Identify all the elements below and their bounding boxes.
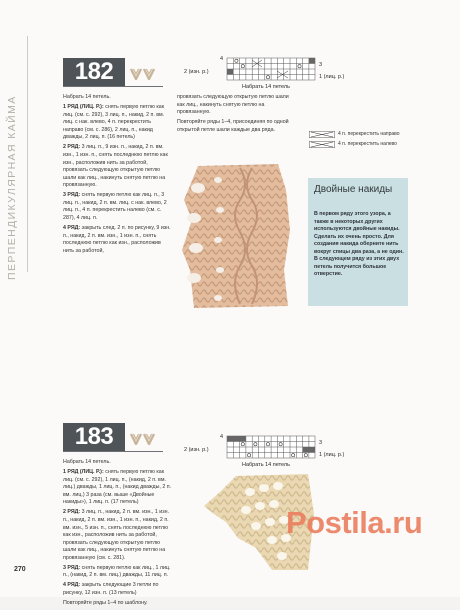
chart-row-label-1: 1 (лиц. р.)	[319, 74, 345, 80]
callout-body: В первом ряду этого узора, а также в некоторых других используются двойные накиды. Сделать их очень просто. Для создания накида оберните нить вокруг спицы два раза, а не один. В следующем ряду из этих двух петель получится большое отверстие.	[314, 211, 404, 277]
row-2-text: 2 РЯД: 3 лиц. п., накид, 2 п. вм. изн., 1 изн. п., накид, 2 п. вм. изн., 1 изн. п., накид, 2 п. вм. изн., 5 изн. п., снять последнюю петлю как изн., расположив нить за работой, провязать следующую открытую петлю шали как лиц., накинуть снятую петлю на провязанную (см. с. 281).	[63, 509, 170, 561]
row-4-text: 4 РЯД: закрыть следующие 3 петли по рисунку, 12 изн. п. (13 петель)	[63, 582, 159, 597]
chart-caption: Набрать 14 петель	[242, 462, 290, 468]
tip-callout	[308, 178, 408, 306]
instructions-182-col2	[177, 94, 295, 137]
knitting-chart-182	[184, 56, 345, 97]
cast-on-text: Набрать 14 петель.	[63, 459, 111, 465]
swatch-photo-182	[178, 160, 296, 315]
continue-text: провязать следующую открытую петлю шали как лиц., накинуть снятую петлю на провязанную.	[177, 94, 289, 116]
cross-right-icon	[309, 131, 335, 138]
cross-left-icon	[309, 141, 335, 148]
legend-label-cross-right: 4 п. перекрестить направо	[338, 131, 400, 137]
page-number: 270	[14, 566, 26, 573]
chart-row-label-2: 2 (изн. р.)	[184, 447, 209, 453]
row-3-text: 3 РЯД: снять первую петлю как лиц. п., 3 лиц. п., накид, 2 п. вм. лиц. с нак. влево, 2 лиц. п., 4 п. перекрестить налево (см. с. 287), 4 лиц. п.	[63, 192, 167, 222]
chart-row-label-2: 2 (изн. р.)	[184, 69, 209, 75]
chart-row-label-1: 1 (лиц. р.)	[319, 452, 345, 458]
watermark: Postila.ru	[286, 505, 423, 540]
side-title: ПЕРПЕНДИКУЛЯРНАЯ КАЙМА	[6, 95, 18, 280]
row-4-text: 4 РЯД: закрыть след. 2 п. по рисунку, 9 изн. п., накид, 2 п. вм. изн., 1 изн. п., снять последнюю петлю как изн., расположив нить за работой,	[63, 225, 171, 254]
header-rule-183	[63, 451, 163, 452]
pattern-number-183: 183	[63, 423, 125, 451]
chart-row-label-4: 4	[220, 56, 224, 62]
callout-title: Двойные накиды	[314, 184, 393, 195]
legend-item-cross-right	[309, 129, 400, 139]
header-rule-182	[63, 86, 163, 87]
side-divider	[27, 36, 28, 272]
chart-row-label-3: 3	[319, 440, 323, 446]
row-2-text: 2 РЯД: 3 лиц. п., 9 изн. п., накид, 2 п. вм. изн., 1 изн. п., снять последнюю петлю как изн., расположив нить за работой, провязать следующую открытую петлю шали как лиц., накинуть снятую петлю на провязанную.	[63, 144, 168, 189]
chart-caption: Набрать 14 петель	[242, 84, 290, 90]
yarn-weight-icon	[129, 68, 157, 80]
chart-row-label-4: 4	[220, 434, 224, 440]
knitting-chart-183	[184, 434, 345, 475]
instructions-182-col1	[63, 94, 172, 258]
chart-legend	[309, 129, 400, 149]
legend-label-cross-left: 4 п. перекрестить налево	[338, 141, 397, 147]
repeat-text: Повторяйте ряды 1–4, присоединяя по одной открытой петле шали каждые два ряда.	[177, 119, 289, 133]
pattern-number-182: 182	[63, 58, 125, 86]
yarn-weight-icon	[129, 433, 157, 445]
legend-item-cross-left	[309, 139, 400, 149]
chart-row-label-3: 3	[319, 62, 323, 68]
instructions-183	[63, 459, 172, 610]
row-1-text: 1 РЯД (ЛИЦ. Р.): снять первую петлю как лиц. (см. с. 292), 1 лиц. п., (накид, 2 п. вм. лиц.) дважды, 1 лиц. п., (накид дважды, 2 п. вм. лиц.) 3 раза (см. выше «Двойные накиды»), 1 лиц. п. (17 петель)	[63, 468, 172, 506]
repeat-text: Повторяйте ряды 1–4 по шаблону.	[63, 600, 148, 607]
cast-on-text: Набрать 14 петель.	[63, 94, 111, 100]
row-1-text: 1 РЯД (ЛИЦ. Р.): снять первую петлю как лиц. (см. с. 292), 3 лиц. п., накид, 2 п. вм. лиц. с нак. влево, 4 п. перекрестить направо (см. с. 286), 2 лиц. п., накид дважды, 2 лиц. п. (16 петель)	[63, 103, 165, 141]
row-3-text: 3 РЯД: снять первую петлю как лиц., 1 лиц. п., (накид, 2 п. вм. лиц.) дважды, 11 лиц. п.	[63, 564, 171, 579]
